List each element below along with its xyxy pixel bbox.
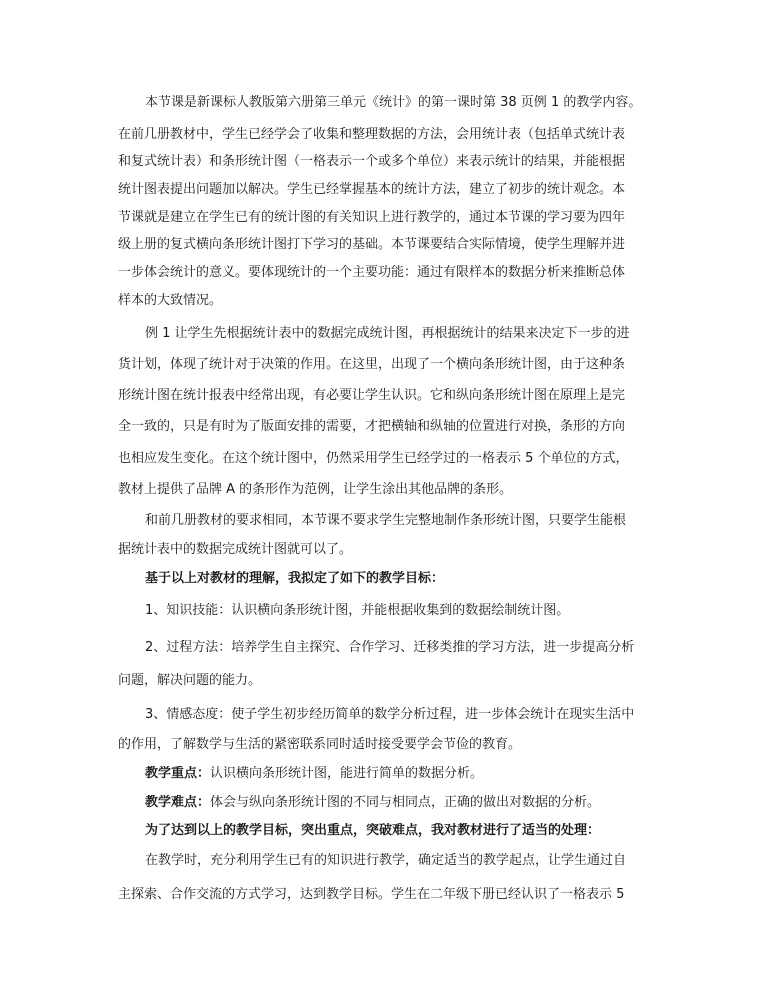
- goals-heading: 基于以上对教材的理解，我拟定了如下的教学目标：: [145, 571, 445, 586]
- paragraph-example-line: 教材上提供了品牌 A 的条形作为范例，让学生涂出其他品牌的条形。: [118, 482, 513, 497]
- paragraph-teaching-line: 主探索、合作交流的方式学习，达到教学目标。学生在二年级下册已经认识了一格表示 5: [118, 887, 625, 902]
- paragraph-example-line: 货计划，体现了统计对于决策的作用。在这里，出现了一个横向条形统计图，由于这种条: [118, 357, 626, 372]
- key-point-line: [145, 766, 663, 782]
- goal-item: 2、过程方法：培养学生自主探究、合作学习、迁移类推的学习方法，进一步提高分析: [145, 640, 635, 655]
- goal-item-continued: 的作用，了解数学与生活的紧密联系同时适时接受要学会节俭的教育。: [118, 737, 522, 752]
- paragraph-requirement-line: 据统计表中的数据完成统计图就可以了。: [118, 542, 353, 557]
- paragraph-example-line: 例 1 让学生先根据统计表中的数据完成统计图，再根据统计的结果来决定下一步的进: [145, 326, 630, 341]
- processing-heading: 为了达到以上的教学目标，突出重点，突破难点，我对教材进行了适当的处理：: [145, 823, 601, 838]
- goal-item: 3、情感态度：使子学生初步经历简单的数学分析过程，进一步体会统计在现实生活中: [145, 707, 635, 722]
- goal-item: 1、知识技能：认识横向条形统计图，并能根据收集到的数据绘制统计图。: [145, 603, 570, 618]
- key-point-text: 认识横向条形统计图，能进行简单的数据分析。: [210, 766, 484, 781]
- paragraph-requirement-line: 和前几册教材的要求相同，本节课不要求学生完整地制作条形统计图，只要学生能根: [145, 513, 627, 528]
- difficulty-text: 体会与纵向条形统计图的不同与相同点，正确的做出对数据的分析。: [210, 795, 601, 810]
- goal-item-continued: 问题，解决问题的能力。: [118, 673, 262, 688]
- paragraph-intro-line: 在前几册教材中，学生已经学会了收集和整理数据的方法，会用统计表（包括单式统计表: [118, 127, 626, 142]
- paragraph-intro-line: 样本的大致情况。: [118, 293, 223, 308]
- paragraph-intro-line: 一步体会统计的意义。要体现统计的一个主要功能：通过有限样本的数据分析来推断总体: [118, 265, 626, 280]
- key-point-label: 教学重点：: [145, 766, 211, 781]
- paragraph-example-line: 全一致的，只是有时为了版面安排的需要，才把横轴和纵轴的位置进行对换，条形的方向: [118, 419, 626, 434]
- difficulty-line: [145, 795, 663, 811]
- paragraph-intro-line: 本节课是新课标人教版第六册第三单元《统计》的第一课时第 38 页例 1 的教学内容。: [145, 95, 642, 110]
- paragraph-example-line: 形统计图在统计报表中经常出现，有必要让学生认识。它和纵向条形统计图在原理上是完: [118, 388, 626, 403]
- paragraph-intro-line: 统计图表提出问题加以解决。学生已经掌握基本的统计方法，建立了初步的统计观念。本: [118, 182, 626, 197]
- paragraph-example-line: 也相应发生变化。在这个统计图中，仍然采用学生已经学过的一格表示 5 个单位的方式，: [118, 451, 629, 466]
- paragraph-intro-line: 节课就是建立在学生已有的统计图的有关知识上进行教学的，通过本节课的学习要为四年: [118, 210, 626, 225]
- paragraph-intro-line: 级上册的复式横向条形统计图打下学习的基础。本节课要结合实际情境，使学生理解并进: [118, 237, 626, 252]
- paragraph-teaching-line: 在教学时，充分利用学生已有的知识进行教学，确定适当的教学起点，让学生通过自: [145, 853, 627, 868]
- difficulty-label: 教学难点：: [145, 795, 211, 810]
- paragraph-intro-line: 和复式统计表）和条形统计图（一格表示一个或多个单位）来表示统计的结果，并能根据: [118, 154, 626, 169]
